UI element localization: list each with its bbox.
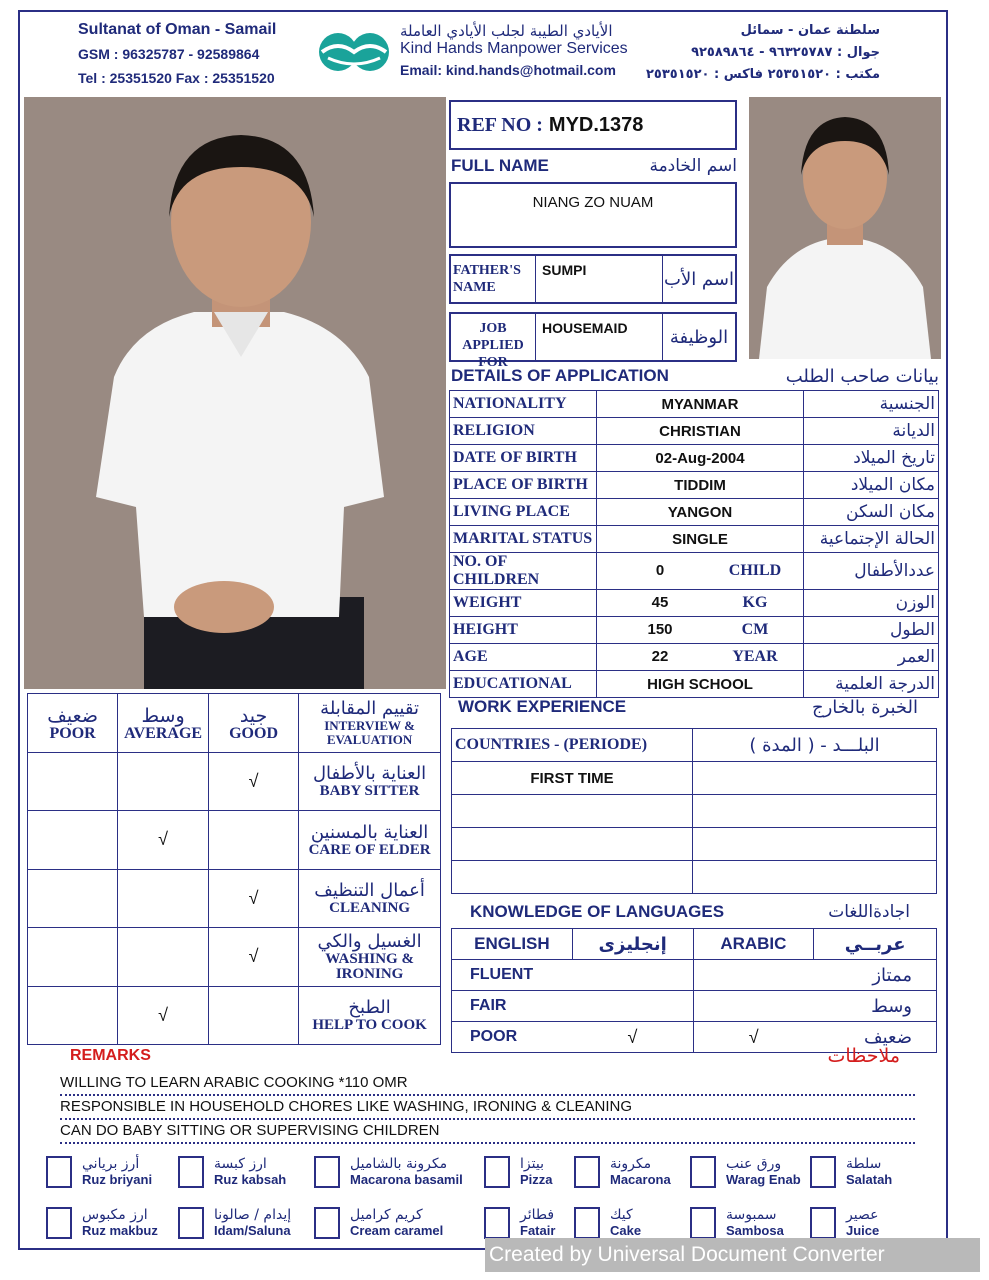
details-title: DETAILS OF APPLICATION: [451, 366, 669, 385]
languages-title-ar: اجادةاللغات: [828, 902, 910, 922]
evaluation-header-en: GOOD: [229, 724, 278, 742]
detail-label: LIVING PLACE: [450, 499, 597, 526]
full-name-box: [449, 182, 737, 248]
evaluation-skill-ar: العناية بالمسنين: [310, 821, 429, 843]
father-row: [449, 254, 737, 304]
food-name-en: Ruz briyani: [82, 1172, 153, 1187]
details-table: [449, 390, 939, 698]
header-location: Sultanat of Oman - Samail: [78, 21, 277, 38]
company-name-en: Kind Hands Manpower Services: [400, 40, 628, 57]
details-row: [450, 644, 939, 671]
arabic-level-cell[interactable]: [693, 960, 814, 991]
work-period: [693, 861, 937, 894]
evaluation-cell[interactable]: [208, 811, 298, 870]
check-mark-icon: √: [158, 829, 169, 850]
header-contact-right: [640, 20, 880, 86]
evaluation-skill-en: CARE OF ELDER: [308, 841, 431, 858]
work-period: [693, 795, 937, 828]
food-label: [350, 1156, 463, 1188]
evaluation-skill-en: HELP TO COOK: [312, 1017, 427, 1034]
work-title: WORK EXPERIENCE: [458, 697, 627, 716]
father-label-ar: اسم الأب: [662, 256, 735, 302]
food-checkbox[interactable]: [46, 1207, 72, 1239]
evaluation-header-ar: ضعيف: [47, 704, 98, 727]
food-name-ar: بيتزا: [520, 1156, 544, 1172]
detail-value: MYANMAR: [597, 391, 804, 418]
food-checkbox[interactable]: [484, 1207, 510, 1239]
food-checkbox[interactable]: [314, 1207, 340, 1239]
languages-table: [451, 928, 937, 1053]
remark-line-2: RESPONSIBLE IN HOUSEHOLD CHORES LIKE WASHING, IRONING & CLEANING: [60, 1096, 915, 1120]
evaluation-header-ar: تقييم المقابلة: [320, 698, 419, 720]
food-checkbox[interactable]: [574, 1207, 600, 1239]
food-label: [350, 1207, 443, 1239]
detail-label-ar: الحالة الإجتماعية: [804, 526, 939, 553]
evaluation-skill: [299, 986, 441, 1045]
evaluation-skill-en: CLEANING: [329, 900, 410, 917]
evaluation-skill-ar: الغسيل والكي: [317, 931, 422, 953]
evaluation-cell[interactable]: [118, 811, 209, 870]
evaluation-header-cell: [28, 694, 118, 753]
languages-heading: [470, 900, 910, 924]
evaluation-cell[interactable]: [118, 928, 209, 987]
food-checkbox[interactable]: [178, 1207, 204, 1239]
evaluation-cell[interactable]: [208, 752, 298, 811]
food-option[interactable]: [690, 1156, 810, 1193]
work-country: [452, 828, 693, 861]
languages-header-cell: إنجليزى: [572, 929, 693, 960]
evaluation-cell[interactable]: [208, 928, 298, 987]
food-name-ar: سمبوسة: [726, 1207, 777, 1223]
food-label: [214, 1207, 291, 1239]
food-option[interactable]: [178, 1156, 314, 1193]
detail-value: YANGON: [597, 499, 804, 526]
language-level-ar: ضعيف: [814, 1022, 937, 1053]
language-level-en: POOR: [452, 1022, 573, 1053]
languages-header: [452, 929, 937, 960]
evaluation-skill-ar: العناية بالأطفال: [312, 763, 427, 785]
check-mark-icon: √: [248, 887, 259, 908]
food-checkbox[interactable]: [690, 1156, 716, 1188]
language-level-ar: وسط: [814, 991, 937, 1022]
food-name-en: Cake: [610, 1223, 642, 1238]
detail-value: [597, 590, 804, 617]
evaluation-cell[interactable]: [28, 752, 118, 811]
food-name-ar: كيك: [610, 1207, 633, 1223]
food-label: [520, 1156, 553, 1188]
remarks-title: REMARKS: [70, 1047, 151, 1064]
detail-label-ar: الوزن: [804, 590, 939, 617]
evaluation-cell[interactable]: [28, 928, 118, 987]
details-heading: [451, 364, 939, 388]
food-option[interactable]: [484, 1156, 574, 1193]
company-logo-icon: [314, 30, 394, 74]
company-email: Email: kind.hands@hotmail.com: [400, 62, 616, 78]
detail-value: HIGH SCHOOL: [597, 671, 804, 698]
header-mobile-ar: جوال : ٩٦٣٢٥٧٨٧ - ٩٢٥٨٩٨٦٤: [691, 45, 880, 60]
evaluation-header-cell: [299, 694, 441, 753]
detail-value: CHRISTIAN: [597, 418, 804, 445]
detail-value-text: 45: [651, 594, 669, 611]
company-name-ar: الأيادي الطيبة لجلب الأيادي العاملة: [400, 22, 613, 40]
detail-unit: CHILD: [728, 562, 782, 579]
food-checkbox[interactable]: [690, 1207, 716, 1239]
language-level-ar: ممتاز: [814, 960, 937, 991]
detail-unit: CM: [741, 621, 769, 638]
details-row: [450, 526, 939, 553]
detail-label: EDUCATIONAL: [450, 671, 597, 698]
evaluation-skill: [299, 811, 441, 870]
food-name-ar: ارز كبسة: [214, 1156, 267, 1172]
details-row: [450, 499, 939, 526]
food-name-ar: مكرونة بالشاميل: [350, 1156, 448, 1172]
evaluation-skill: [299, 869, 441, 928]
evaluation-skill-ar: الطبخ: [348, 997, 391, 1019]
food-option[interactable]: [574, 1156, 690, 1193]
food-label: [82, 1156, 152, 1188]
details-title-ar: بيانات صاحب الطلب: [785, 365, 939, 387]
evaluation-header-ar: جيد: [239, 704, 268, 727]
food-label: [610, 1207, 641, 1239]
details-row: [450, 553, 939, 590]
header-gsm: GSM : 96325787 - 92589864: [78, 46, 260, 62]
evaluation-skill: [299, 928, 441, 987]
languages-header-cell: ARABIC: [693, 929, 814, 960]
evaluation-header-cell: [208, 694, 298, 753]
arabic-level-cell[interactable]: [693, 991, 814, 1022]
full-name-label: FULL NAME: [451, 156, 549, 175]
detail-value: [597, 617, 804, 644]
food-label: [726, 1207, 784, 1239]
remark-line-3: CAN DO BABY SITTING OR SUPERVISING CHILDREN: [60, 1120, 915, 1144]
food-option[interactable]: [314, 1156, 484, 1193]
detail-label: NO. OF CHILDREN: [450, 553, 597, 590]
details-row: [450, 590, 939, 617]
work-period: [693, 762, 937, 795]
evaluation-table: [27, 693, 441, 1045]
work-col-en: COUNTRIES - (PERIODE): [452, 729, 693, 762]
details-row: [450, 391, 939, 418]
ref-box: [449, 100, 737, 150]
languages-header-cell: ENGLISH: [452, 929, 573, 960]
evaluation-header-en: POOR: [49, 724, 96, 742]
remarks-title-ar: ملاحظات: [827, 1045, 900, 1067]
detail-label: MARITAL STATUS: [450, 526, 597, 553]
detail-value: [597, 644, 804, 671]
evaluation-cell[interactable]: [208, 869, 298, 928]
work-col-ar: البلـــد - ( المدة ): [693, 729, 937, 762]
ref-value: MYD.1378: [548, 113, 644, 136]
arabic-level-cell[interactable]: √: [693, 1022, 814, 1053]
full-name-heading: [451, 155, 737, 177]
detail-value: SINGLE: [597, 526, 804, 553]
work-title-ar: الخبرة بالخارج: [811, 696, 918, 718]
details-row: [450, 418, 939, 445]
work-header: [452, 729, 937, 762]
detail-label: NATIONALITY: [450, 391, 597, 418]
food-label: [520, 1207, 555, 1239]
detail-value-text: 22: [651, 648, 669, 665]
check-mark-icon: √: [248, 946, 259, 967]
evaluation-skill-en: WASHING & IRONING: [325, 951, 414, 983]
food-label: [214, 1156, 286, 1188]
job-value: HOUSEMAID: [542, 320, 628, 336]
detail-label-ar: عددالأطفال: [804, 553, 939, 590]
evaluation-row: [28, 986, 441, 1045]
food-label: [726, 1156, 801, 1188]
details-row: [450, 445, 939, 472]
header-contact-left: [78, 18, 276, 90]
evaluation-header-en: INTERVIEW & EVALUATION: [324, 718, 415, 748]
languages-header-cell: عربــي: [814, 929, 937, 960]
food-name-en: Macarona basamil: [350, 1172, 463, 1187]
english-level-cell[interactable]: [572, 960, 693, 991]
evaluation-cell[interactable]: [28, 811, 118, 870]
detail-label: RELIGION: [450, 418, 597, 445]
detail-value-text: 150: [647, 621, 673, 638]
evaluation-cell[interactable]: [118, 752, 209, 811]
work-row: [452, 828, 937, 861]
check-mark-icon: √: [158, 1004, 169, 1025]
food-name-ar: إيدام / صالونا: [214, 1207, 292, 1223]
job-label-ar: الوظيفة: [662, 314, 735, 360]
evaluation-row: [28, 928, 441, 987]
languages-row: [452, 960, 937, 991]
food-label: [82, 1207, 158, 1239]
detail-label: AGE: [450, 644, 597, 671]
father-label: FATHER'S NAME: [451, 256, 536, 302]
detail-value: 02-Aug-2004: [597, 445, 804, 472]
food-name-en: Ruz kabsah: [214, 1172, 287, 1187]
work-country: [452, 795, 693, 828]
food-name-en: Salatah: [846, 1172, 893, 1187]
food-checkbox[interactable]: [178, 1156, 204, 1188]
remark-line-1: WILLING TO LEARN ARABIC COOKING *110 OMR: [60, 1072, 915, 1096]
details-row: [450, 472, 939, 499]
full-name-value: NIANG ZO NUAM: [532, 194, 654, 211]
check-mark-icon: √: [248, 770, 259, 791]
food-name-en: Warag Enab: [726, 1172, 801, 1187]
details-row: [450, 617, 939, 644]
food-checkbox[interactable]: [484, 1156, 510, 1188]
food-options: [46, 1156, 936, 1244]
detail-label-ar: الطول: [804, 617, 939, 644]
detail-label: PLACE OF BIRTH: [450, 472, 597, 499]
languages-row: [452, 991, 937, 1022]
detail-label: DATE OF BIRTH: [450, 445, 597, 472]
food-name-ar: عصير: [846, 1207, 879, 1223]
detail-unit: KG: [742, 594, 768, 611]
work-period: [693, 828, 937, 861]
work-heading: [458, 694, 918, 720]
evaluation-row: [28, 752, 441, 811]
detail-label-ar: الجنسية: [804, 391, 939, 418]
detail-label-ar: تاريخ الميلاد: [804, 445, 939, 472]
food-option[interactable]: [178, 1207, 314, 1244]
detail-label-ar: العمر: [804, 644, 939, 671]
food-name-en: Ruz makbuz: [82, 1223, 158, 1238]
food-name-ar: ورق عنب: [726, 1156, 782, 1172]
food-name-en: Cream caramel: [350, 1223, 444, 1238]
job-label: JOB APPLIED FOR: [451, 314, 536, 360]
food-label: [610, 1156, 671, 1188]
evaluation-cell[interactable]: [118, 869, 209, 928]
english-level-cell[interactable]: √: [572, 1022, 693, 1053]
evaluation-header: [28, 694, 441, 753]
evaluation-cell[interactable]: [28, 986, 118, 1045]
food-name-en: Macarona: [610, 1172, 671, 1187]
work-country: [452, 861, 693, 894]
food-name-ar: أرز برياني: [82, 1156, 140, 1172]
food-name-ar: سلطة: [846, 1156, 882, 1172]
work-row: [452, 861, 937, 894]
food-name-en: Juice: [846, 1223, 880, 1238]
food-option[interactable]: [810, 1156, 910, 1193]
languages-title: KNOWLEDGE OF LANGUAGES: [470, 902, 725, 921]
evaluation-cell[interactable]: [28, 869, 118, 928]
detail-label: HEIGHT: [450, 617, 597, 644]
food-name-en: Fatair: [520, 1223, 556, 1238]
evaluation-cell[interactable]: [118, 986, 209, 1045]
work-row: [452, 795, 937, 828]
detail-label-ar: مكان الميلاد: [804, 472, 939, 499]
food-name-ar: مكرونة: [610, 1156, 652, 1172]
full-name-label-ar: اسم الخادمة: [649, 156, 737, 176]
evaluation-skill-en: BABY SITTER: [319, 783, 420, 800]
food-option[interactable]: [46, 1156, 178, 1193]
company-name-block: [400, 22, 640, 78]
food-checkbox[interactable]: [810, 1207, 836, 1239]
detail-label-ar: الديانة: [804, 418, 939, 445]
evaluation-row: [28, 869, 441, 928]
detail-label-ar: الدرجة العلمية: [804, 671, 939, 698]
father-value: SUMPI: [542, 262, 587, 278]
ref-label: REF NO :: [457, 113, 543, 136]
food-checkbox[interactable]: [46, 1156, 72, 1188]
job-row: [449, 312, 737, 370]
language-level-en: FAIR: [452, 991, 573, 1022]
food-option[interactable]: [314, 1207, 484, 1244]
detail-value: TIDDIM: [597, 472, 804, 499]
language-level-en: FLUENT: [452, 960, 573, 991]
detail-label: WEIGHT: [450, 590, 597, 617]
full-body-photo: [24, 97, 446, 689]
evaluation-header-en: AVERAGE: [124, 724, 203, 742]
evaluation-row: [28, 811, 441, 870]
work-row: [452, 762, 937, 795]
food-name-en: Idam/Saluna: [214, 1223, 291, 1238]
food-name-ar: كريم كراميل: [350, 1207, 423, 1223]
work-table: [451, 728, 937, 894]
header-tel: Tel : 25351520 Fax : 25351520: [78, 70, 275, 86]
watermark: Created by Universal Document Converter: [485, 1238, 980, 1272]
food-checkbox[interactable]: [810, 1156, 836, 1188]
food-checkbox[interactable]: [314, 1156, 340, 1188]
evaluation-skill: [299, 752, 441, 811]
detail-value-text: 0: [655, 562, 665, 579]
detail-value: [597, 553, 804, 590]
food-option[interactable]: [46, 1207, 178, 1244]
header-office-ar: مكتب : ٢٥٣٥١٥٢٠ فاكس : ٢٥٣٥١٥٢٠: [645, 67, 880, 82]
food-name-en: Sambosa: [726, 1223, 784, 1238]
food-checkbox[interactable]: [574, 1156, 600, 1188]
header-location-ar: سلطنة عمان - سمائل: [740, 23, 880, 38]
english-level-cell[interactable]: [572, 991, 693, 1022]
detail-label-ar: مكان السكن: [804, 499, 939, 526]
food-name-ar: فطائر: [520, 1207, 555, 1223]
portrait-photo: [749, 97, 941, 359]
work-country: FIRST TIME: [452, 762, 693, 795]
evaluation-skill-ar: أعمال التنظيف: [314, 880, 425, 902]
evaluation-cell[interactable]: [208, 986, 298, 1045]
food-name-en: Pizza: [520, 1172, 553, 1187]
food-label: [846, 1207, 879, 1239]
evaluation-header-ar: وسط: [141, 704, 185, 727]
food-label: [846, 1156, 892, 1188]
detail-unit: YEAR: [732, 648, 778, 665]
evaluation-header-cell: [118, 694, 209, 753]
food-name-ar: ارز مكبوس: [82, 1207, 148, 1223]
